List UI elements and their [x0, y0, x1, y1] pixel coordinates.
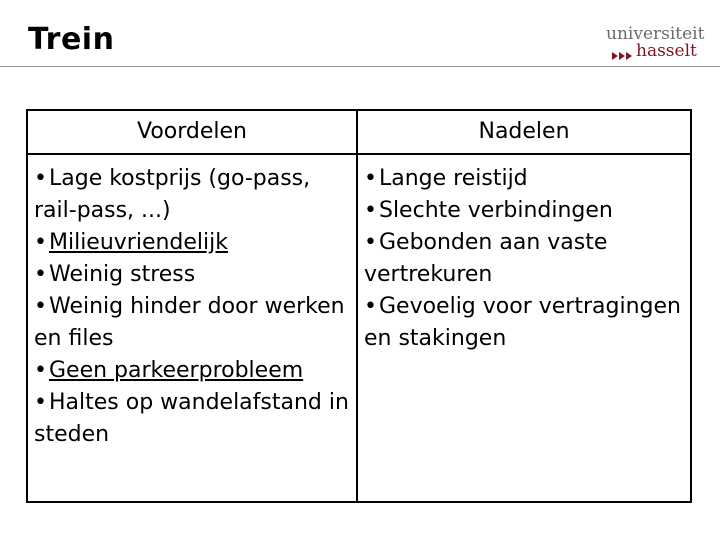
list-item	[364, 163, 686, 195]
bullet: •	[34, 166, 47, 191]
nadelen-list	[358, 155, 690, 355]
item-text: Lange reistijd	[378, 166, 528, 191]
university-logo	[598, 22, 712, 66]
bullet: •	[34, 294, 47, 319]
table-header-row	[27, 110, 691, 154]
bullet: •	[34, 262, 47, 287]
item-text: Haltes op wandelafstand in steden	[34, 390, 349, 447]
bullet: •	[34, 358, 47, 383]
voordelen-cell	[27, 154, 357, 502]
bullet: •	[364, 198, 377, 223]
list-item	[34, 355, 352, 387]
list-item	[364, 227, 686, 291]
item-text: Weinig stress	[48, 262, 196, 287]
bullet: •	[34, 390, 47, 415]
slide-title: Trein	[28, 22, 115, 57]
list-item	[364, 195, 686, 227]
comparison-table	[26, 109, 692, 503]
list-item	[34, 387, 352, 451]
item-text: Slechte verbindingen	[378, 198, 613, 223]
item-text: Geen parkeerprobleem	[48, 358, 304, 383]
header-nadelen: Nadelen	[357, 110, 691, 154]
logo-arrows-icon	[612, 50, 634, 62]
list-item	[34, 259, 352, 291]
logo-text-line2: hasselt	[636, 41, 697, 61]
bullet: •	[364, 294, 377, 319]
table-body-row	[27, 154, 691, 502]
list-item	[34, 163, 352, 227]
header-divider	[0, 66, 720, 67]
list-item	[34, 291, 352, 355]
bullet: •	[364, 230, 377, 255]
header-voordelen: Voordelen	[27, 110, 357, 154]
item-text: Lage kostprijs (go-pass, rail-pass, ...)	[34, 166, 311, 223]
bullet: •	[364, 166, 377, 191]
list-item	[364, 291, 686, 355]
voordelen-list	[28, 155, 356, 451]
list-item	[34, 227, 352, 259]
bullet: •	[34, 230, 47, 255]
item-text: Gebonden aan vaste vertrekuren	[364, 230, 608, 287]
nadelen-cell	[357, 154, 691, 502]
logo-text-line1: universiteit	[606, 24, 705, 44]
item-text: Milieuvriendelijk	[48, 230, 229, 255]
item-text: Weinig hinder door werken en files	[34, 294, 345, 351]
item-text: Gevoelig voor vertragingen en stakingen	[364, 294, 681, 351]
